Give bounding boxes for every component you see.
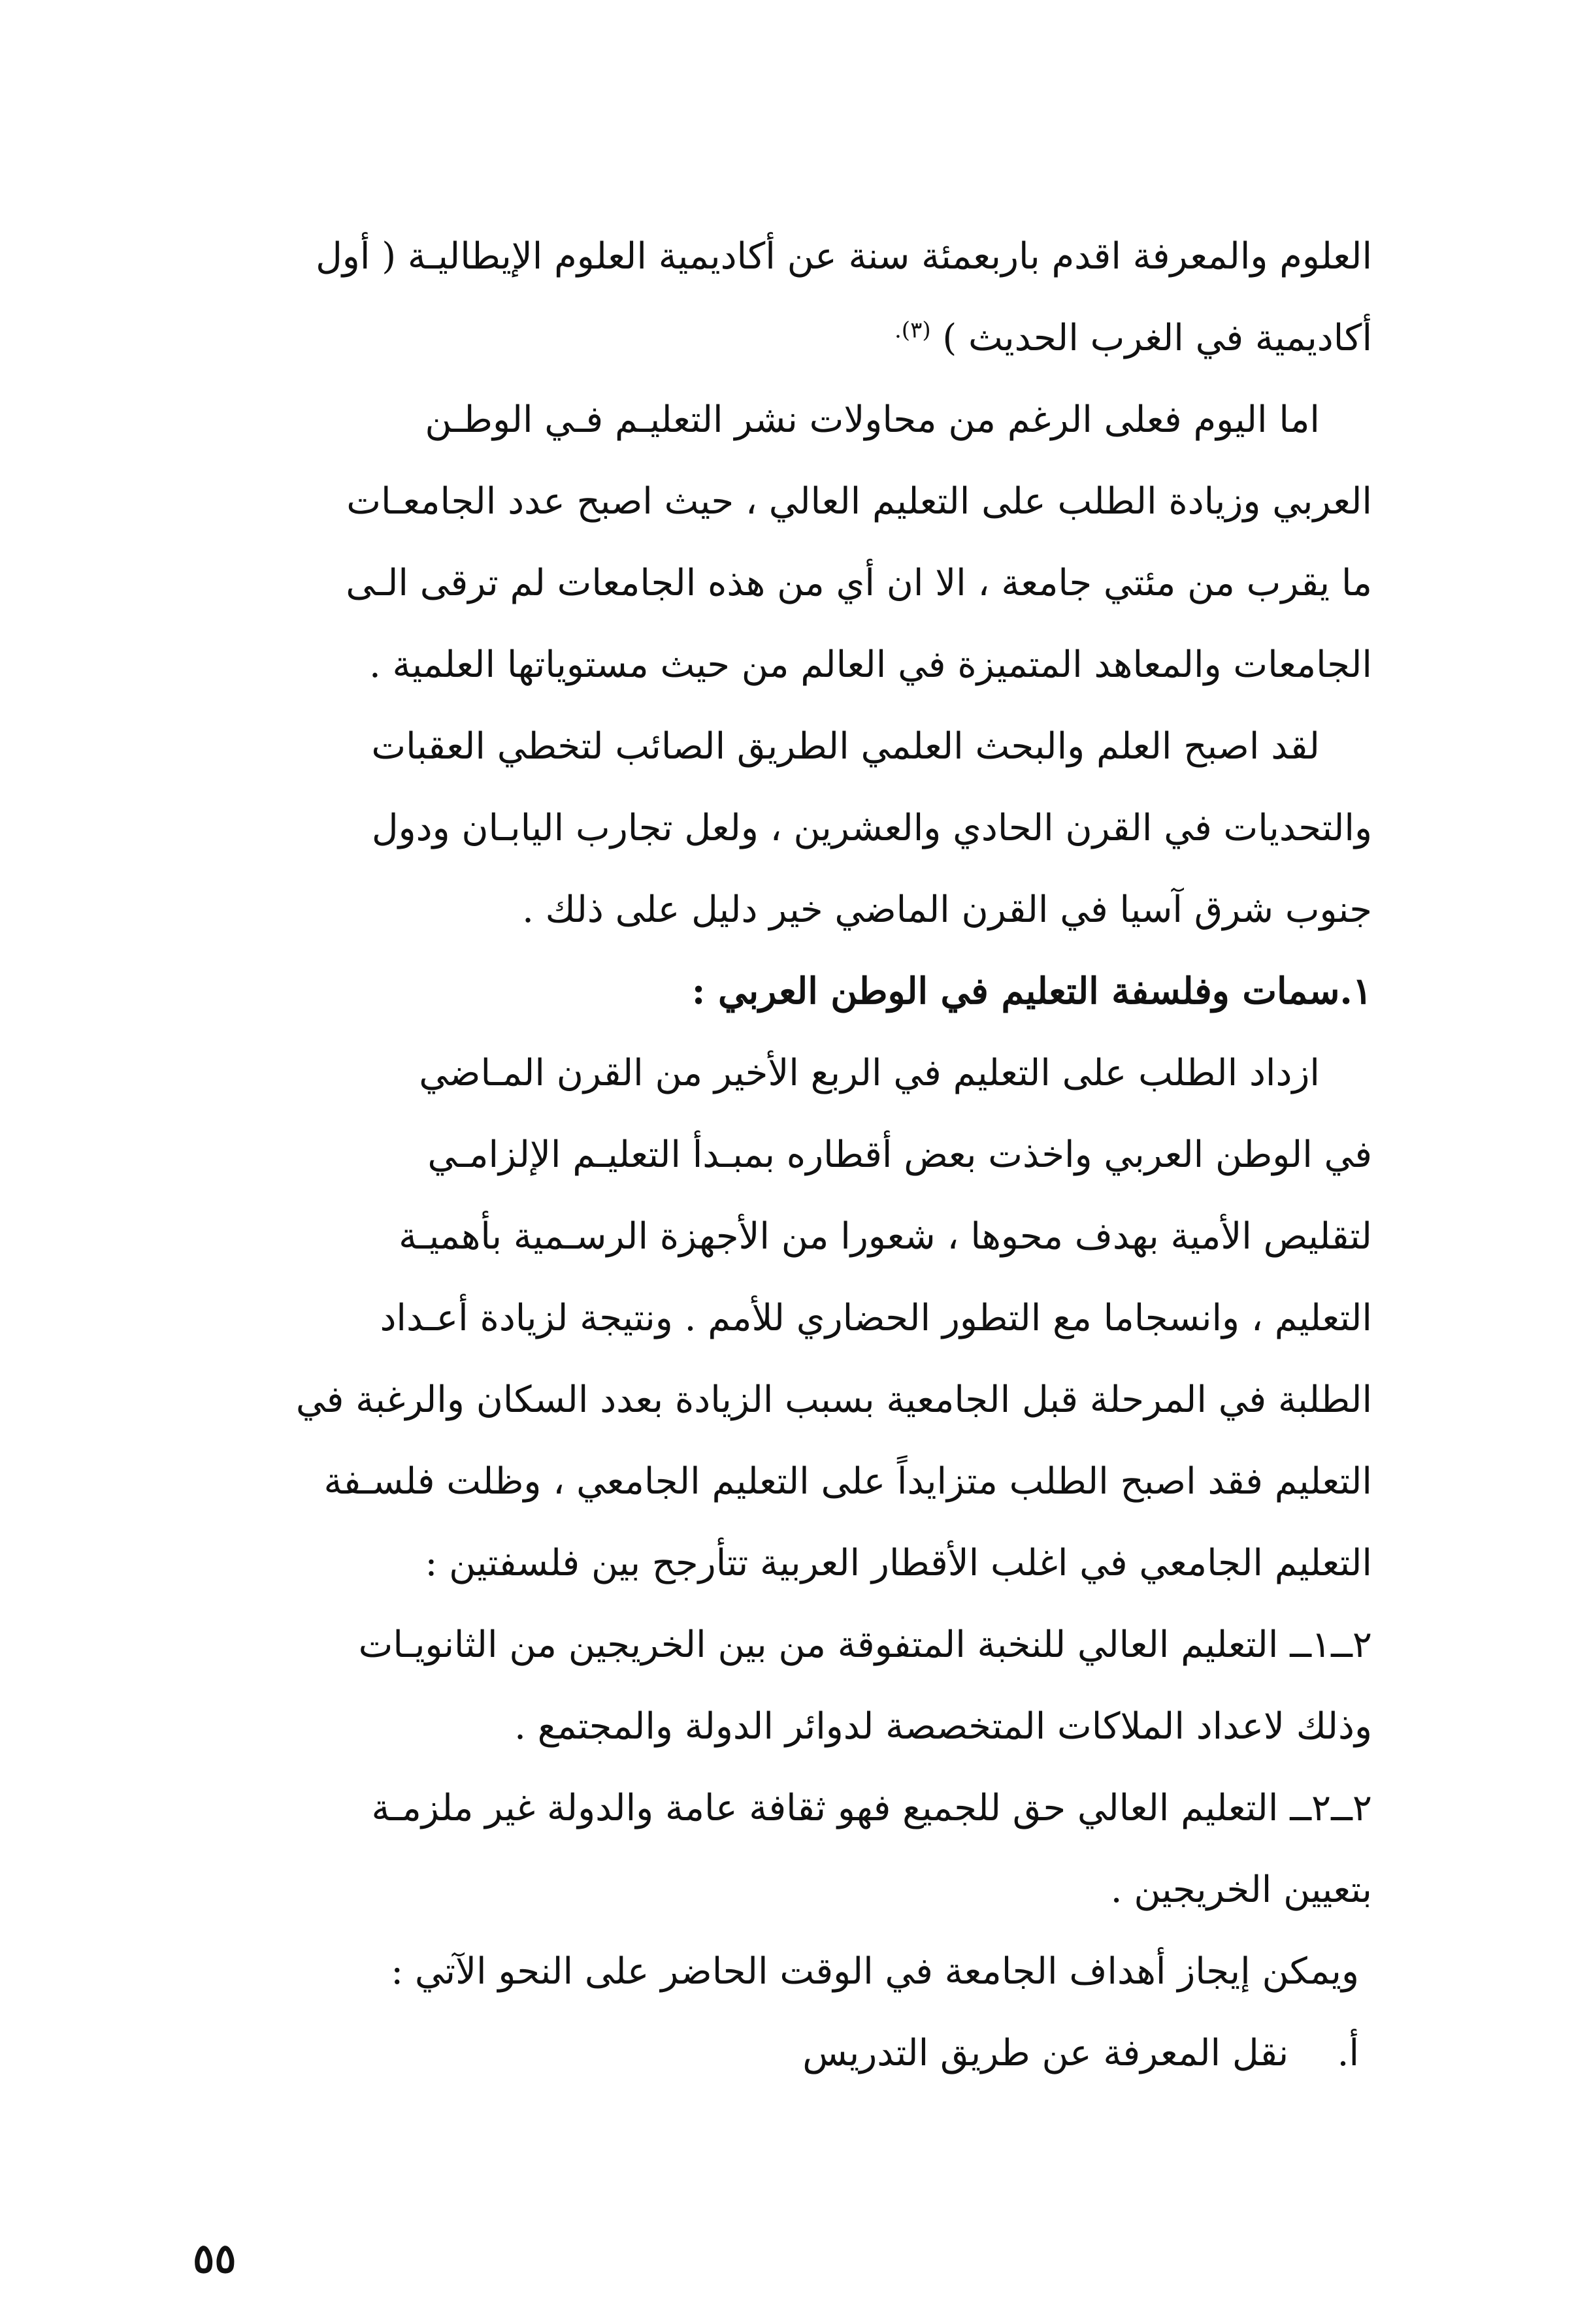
paragraph-start: اما اليوم فعلى الرغم من محاولات نشر التعليـم فـي الوطـن [425,399,1320,441]
text-line: الطلبة في المرحلة قبل الجامعية بسبب الزيادة بعدد السكان والرغبة في [295,1379,1372,1421]
text-line: الجامعات والمعاهد المتميزة في العالم من حيث مستوياتها العلمية . [369,644,1372,686]
text-line-content: أكاديمية في الغرب الحديث ) [942,317,1372,359]
numbered-item-2-1: ٢ــ١ــ التعليم العالي للنخبة المتفوقة من بين الخريجين من الثانويـات [358,1624,1372,1666]
footnote-reference: (٣). [894,317,931,344]
text-line: ما يقرب من مئتي جامعة ، الا ان أي من هذه الجامعات لم ترقى الـى [346,562,1372,604]
text-line: والتحديات في القرن الحادي والعشرين ، ولعل تجارب اليابـان ودول [371,807,1372,849]
text-line: التعليم فقد اصبح الطلب متزايداً على التعليم الجامعي ، وظلت فلسـفة [323,1460,1372,1503]
text-line: جنوب شرق آسيا في القرن الماضي خير دليل على ذلك . [522,889,1372,931]
text-line [196,297,1372,379]
text-line: في الوطن العربي واخذت بعض أقطاره بمبـدأ التعليـم الإلزامـي [427,1134,1372,1176]
text-line: العربي وزيادة الطلب على التعليم العالي ، حيث اصبح عدد الجامعـات [346,480,1372,523]
list-item-text: نقل المعرفة عن طريق التدريس [802,2032,1289,2074]
numbered-item-2-2: ٢ــ٢ــ التعليم العالي حق للجميع فهو ثقافة عامة والدولة غير ملزمـة [371,1787,1372,1829]
list-marker: أ. [1337,2032,1359,2074]
page-number: ٥٥ [193,2234,237,2282]
paragraph-start: ازداد الطلب على التعليم في الربع الأخير من القرن المـاضي [419,1052,1320,1094]
text-line: لتقليص الأمية بهدف محوها ، شعورا من الأجهزة الرسـمية بأهميـة [399,1215,1372,1258]
paragraph-start: لقد اصبح العلم والبحث العلمي الطريق الصائب لتخطي العقبات [371,725,1320,768]
text-line: وذلك لاعداد الملاكات المتخصصة لدوائر الدولة والمجتمع . [514,1705,1372,1748]
text-line: بتعيين الخريجين . [1110,1869,1372,1911]
section-heading: ١.سمات وفلسفة التعليم في الوطن العربي : [691,970,1372,1013]
list-item-a [196,2012,1372,2094]
text-line: التعليم الجامعي في اغلب الأقطار العربية تتأرجح بين فلسفتين : [425,1542,1372,1584]
body-text [196,216,1372,2094]
paragraph-start: ويمكن إيجاز أهداف الجامعة في الوقت الحاضر على النحو الآتي : [391,1950,1359,1993]
text-line: العلوم والمعرفة اقدم باربعمئة سنة عن أكاديمية العلوم الإيطاليـة ( أول [316,235,1372,278]
text-line: التعليم ، وانسجاما مع التطور الحضاري للأمم . ونتيجة لزيادة أعـداد [380,1297,1372,1339]
